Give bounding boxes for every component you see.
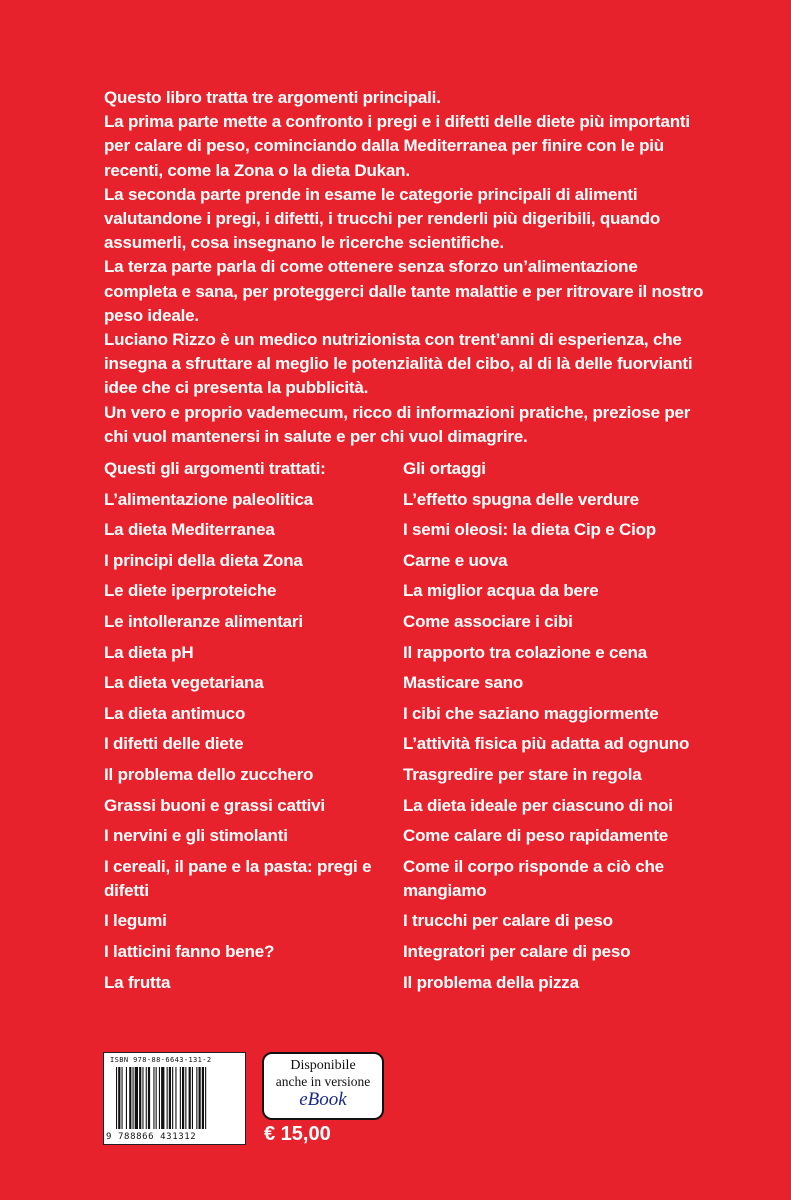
topic-item: L’alimentazione paleolitica: [104, 489, 314, 509]
ebook-line-3: eBook: [299, 1089, 347, 1110]
topic-item: La dieta ideale per ciascuno di noi: [403, 795, 673, 815]
topic-item: Le diete iperproteiche: [104, 581, 277, 601]
topic-item: Carne e uova: [403, 550, 508, 570]
topic-item: Integratori per calare di peso: [403, 941, 631, 961]
topic-item: Le intolleranze alimentari: [104, 611, 303, 631]
topic-item: Come associare i cibi: [403, 611, 573, 631]
ebook-line-1: Disponibile: [290, 1058, 356, 1073]
intro-paragraph-5: Luciano Rizzo è un medico nutrizionista con trent’anni di esperienza, che insegna a sfruttare al meglio le potenzialità del cibo, al di là delle fuorvianti idee che ci presenta la pubblicità.: [104, 330, 693, 398]
isbn-text: ISBN 978-88-6643-131-2: [110, 1056, 212, 1064]
description-text: [104, 86, 704, 449]
topic-item: La dieta antimuco: [104, 703, 246, 723]
ebook-badge: [262, 1052, 384, 1120]
topic-item: La dieta Mediterranea: [104, 520, 275, 540]
topic-item: L’effetto spugna delle verdure: [403, 489, 639, 509]
topic-item: I trucchi per calare di peso: [403, 911, 613, 931]
topic-item: Il problema dello zucchero: [104, 764, 314, 784]
topic-item: La miglior acqua da bere: [403, 581, 599, 601]
topic-item: Masticare sano: [403, 673, 524, 693]
topic-item: Il rapporto tra colazione e cena: [403, 642, 647, 662]
topic-item: I semi oleosi: la dieta Cip e Ciop: [403, 520, 656, 540]
barcode-number: 9 788866 431312: [106, 1132, 197, 1142]
topics-right-column: [403, 457, 703, 1001]
topic-item: I cereali, il pane e la pasta: pregi e difetti: [104, 856, 372, 900]
barcode-bars-icon: [116, 1067, 242, 1129]
topic-item: Come il corpo risponde a ciò che mangiamo: [403, 856, 664, 900]
topics-heading: Questi gli argomenti trattati:: [104, 459, 326, 478]
topic-item: I difetti delle diete: [104, 734, 244, 754]
topic-item: I nervini e gli stimolanti: [104, 826, 288, 846]
topic-item: Il problema della pizza: [403, 972, 579, 992]
topic-item: La frutta: [104, 972, 171, 992]
ebook-line-2: anche in versione: [275, 1074, 371, 1089]
intro-paragraph-3: La seconda parte prende in esame le categorie principali di alimenti valutandone i pregi, i difetti, i trucchi per renderli più digeribili, quando assumerli, cosa insegnano le ricerche scientifiche.: [104, 184, 661, 253]
topic-item: Trasgredire per stare in regola: [403, 764, 642, 784]
intro-paragraph-4: La terza parte parla di come ottenere senza sforzo un’alimentazione completa e sana, per proteggerci dalle tante malattie e per ritrovare il nostro peso ideale.: [104, 257, 704, 325]
topic-item: Gli ortaggi: [403, 459, 486, 478]
intro-paragraph-6: Un vero e proprio vademecum, ricco di informazioni pratiche, preziose per chi vuol mantenersi in salute e per chi vuol dimagrire.: [104, 402, 691, 446]
topic-item: I principi della dieta Zona: [104, 550, 303, 570]
topic-item: La dieta pH: [104, 642, 194, 662]
topic-item: L’attività fisica più adatta ad ognuno: [403, 734, 690, 754]
topic-item: Grassi buoni e grassi cattivi: [104, 795, 325, 815]
topic-item: Come calare di peso rapidamente: [403, 826, 668, 846]
topics-left-column: [104, 457, 404, 1001]
price: € 15,00: [264, 1123, 331, 1145]
topic-item: I legumi: [104, 911, 167, 931]
topic-item: I cibi che saziano maggiormente: [403, 703, 659, 723]
barcode: [103, 1052, 246, 1145]
topic-item: I latticini fanno bene?: [104, 941, 275, 961]
intro-paragraph-2: La prima parte mette a confronto i pregi e i difetti delle diete più importanti per calare di peso, cominciando dalla Mediterranea per finire con le più recenti, come la Zona o la dieta Dukan.: [104, 112, 690, 180]
topic-item: La dieta vegetariana: [104, 673, 264, 693]
intro-paragraph-1: Questo libro tratta tre argomenti principali.: [104, 88, 441, 107]
